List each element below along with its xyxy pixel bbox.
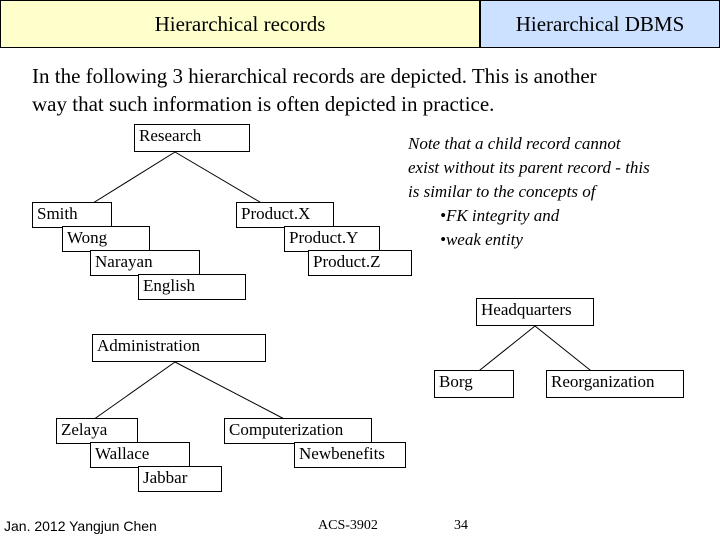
note-line-1: Note that a child record cannot (408, 134, 621, 153)
note-line-2: exist without its parent record - this (408, 158, 650, 177)
record-computerization: Computerization (224, 418, 372, 444)
record-product-x: Product.X (236, 202, 334, 228)
record-zelaya: Zelaya (56, 418, 138, 444)
record-wong: Wong (62, 226, 150, 252)
note-bullet-2: •weak entity (440, 230, 523, 249)
note-text (408, 132, 718, 252)
record-english: English (138, 274, 246, 300)
footer-page-number: 34 (454, 518, 468, 533)
intro-line-1: In the following 3 hierarchical records are depicted. This is another (32, 64, 597, 88)
record-jabbar: Jabbar (138, 466, 222, 492)
record-product-y: Product.Y (284, 226, 380, 252)
record-wallace: Wallace (90, 442, 190, 468)
record-headquarters: Headquarters (476, 298, 594, 326)
record-newbenefits: Newbenefits (294, 442, 406, 468)
footer-course: ACS-3902 (318, 518, 378, 533)
record-borg: Borg (434, 370, 514, 398)
record-narayan: Narayan (90, 250, 200, 276)
record-reorganization: Reorganization (546, 370, 684, 398)
record-product-z: Product.Z (308, 250, 412, 276)
record-administration: Administration (92, 334, 266, 362)
record-smith: Smith (32, 202, 112, 228)
slide-title-left: Hierarchical records (0, 0, 480, 48)
slide-title-right: Hierarchical DBMS (480, 0, 720, 48)
footer-author: Jan. 2012 Yangjun Chen (4, 518, 157, 534)
intro-line-2: way that such information is often depicted in practice. (32, 92, 495, 116)
record-research: Research (134, 124, 250, 152)
note-bullet-1: •FK integrity and (440, 206, 560, 225)
note-line-3: is similar to the concepts of (408, 182, 596, 201)
